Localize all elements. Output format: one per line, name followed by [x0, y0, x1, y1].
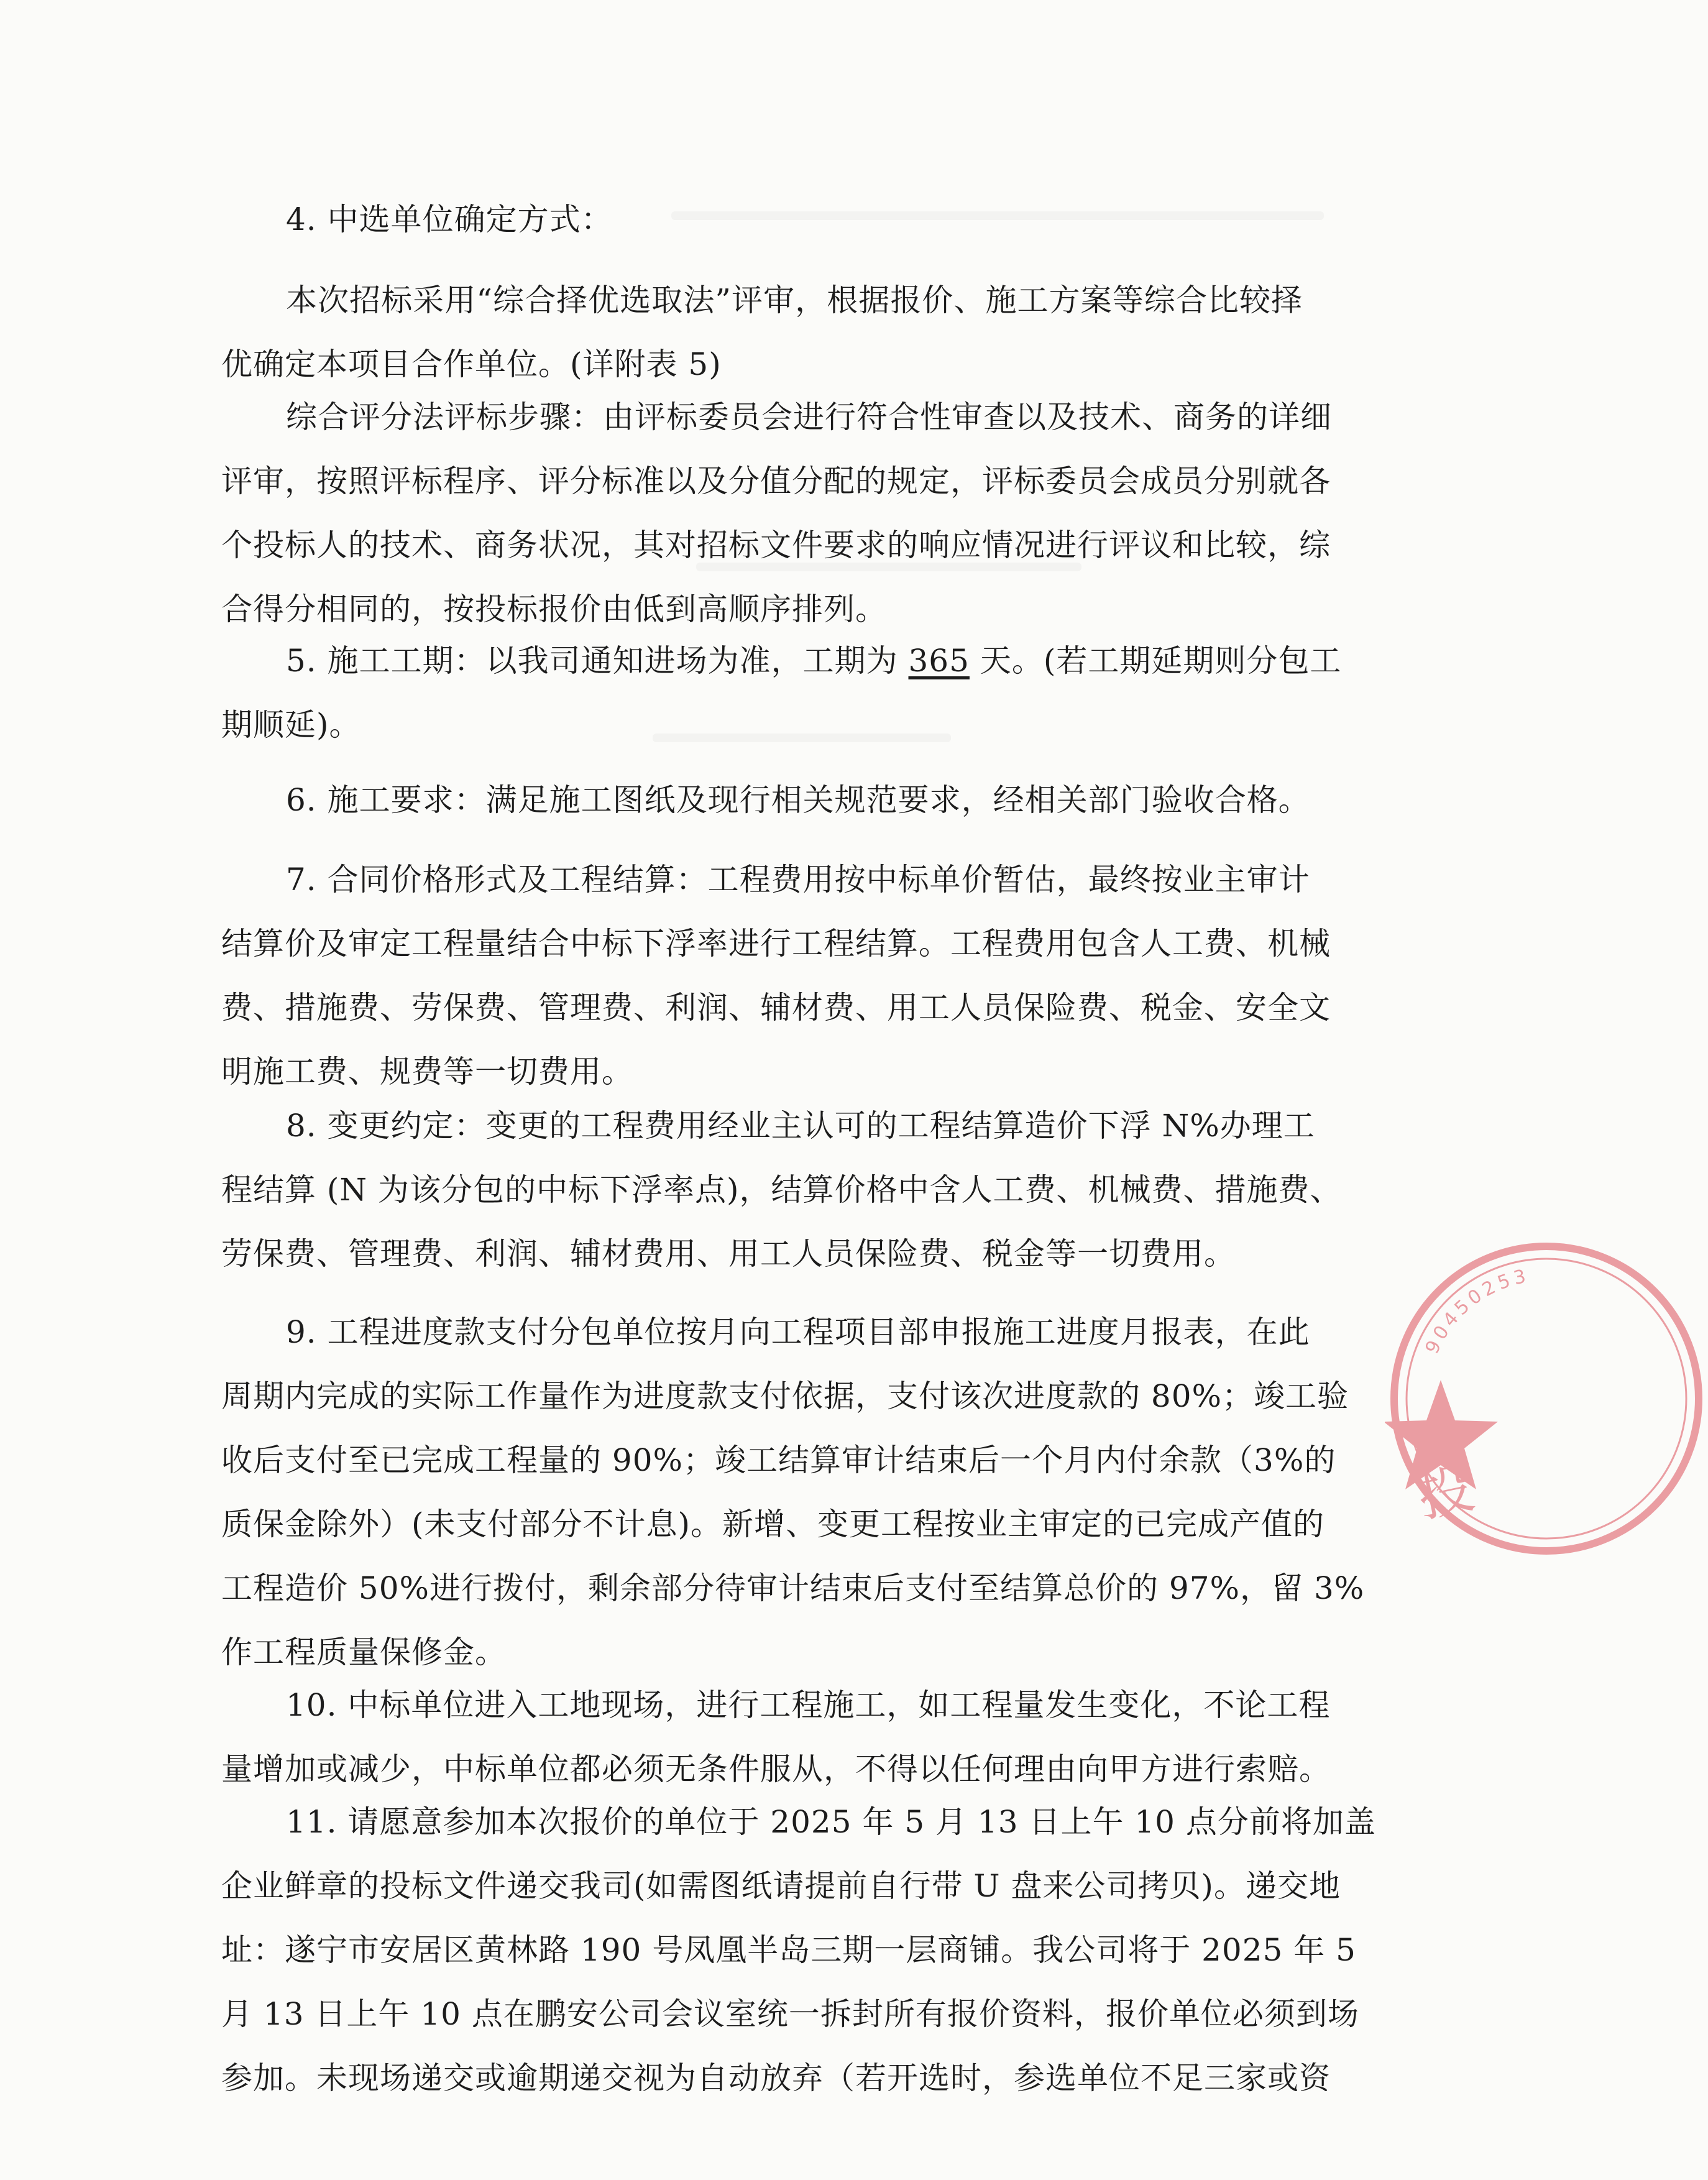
- section-4-heading: 4. 中选单位确定方式：: [286, 201, 613, 237]
- section-11-submission: 11. 请愿意参加本次报价的单位于 2025 年 5 月 13 日上午 10 点分前将加盖 企业鲜章的投标文件递交我司(如需图纸请提前自行带 U 盘来公司拷贝)。递交地 址：遂宁市安居区黄林路 190 号凤凰半岛三期一层商铺。我公司将于 2025 年 5 月 13 日上午 10 点在鹏安公司会议室统一拆封所有报价资料，报价单位必须到场 参加。未现场递交或逾期递交视为自动放弃（若开选时，参选单位不足三家或资: [221, 1804, 1376, 2096]
- company-seal: [1385, 1237, 1708, 1560]
- seal-code-text: 90450253: [1421, 1264, 1531, 1358]
- section-5-schedule: 5. 施工工期：以我司通知进场为准，工期为 365 天。(若工期延期则分包工 期顺延)。: [221, 643, 1342, 743]
- section-6-requirements: 6. 施工要求：满足施工图纸及现行相关规范要求，经相关部门验收合格。: [286, 782, 1310, 818]
- section-10-site-entry: 10. 中标单位进入工地现场，进行工程施工，如工程量发生变化，不论工程 量增加或减少，中标单位都必须无条件服从，不得以任何理由向甲方进行索赔。: [221, 1687, 1331, 1787]
- seal-bottom-text: 投: [1411, 1455, 1480, 1530]
- duration-days: 365: [908, 643, 970, 679]
- section-8-change-agreement: 8. 变更约定：变更的工程费用经业主认可的工程结算造价下浮 N%办理工 程结算 (N 为该分包的中标下浮率点)，结算价格中含人工费、机械费、措施费、 劳保费、管理费、利润、辅材费用、用工人员保险费、税金等一切费用。: [221, 1108, 1342, 1272]
- section-9-payment: 9. 工程进度款支付分包单位按月向工程项目部申报施工进度月报表，在此 周期内完成的实际工作量作为进度款支付依据，支付该次进度款的 80%；竣工验 收后支付至已完成工程量的 90%；竣工结算审计结束后一个月内付余款（3%的 质保金除外）(未支付部分不计息)。新增、变更工程按业主审定的已完成产值的 工程造价 50%进行拨付，剩余部分待审计结束后支付至结算总价的 97%，留 3% 作工程质量保修金。: [221, 1314, 1365, 1670]
- section-4-method: 本次招标采用“综合择优选取法”评审，根据报价、施工方案等综合比较择 优确定本项目合作单位。(详附表 5): [221, 282, 1303, 382]
- section-4-steps: 综合评分法评标步骤：由评标委员会进行符合性审查以及技术、商务的详细 评审，按照评标程序、评分标准以及分值分配的规定，评标委员会成员分别就各 个投标人的技术、商务状况，其对招标文件要求的响应情况进行评议和比较，综 合得分相同的，按投标报价由低到高顺序排列。: [221, 399, 1332, 627]
- section-7-contract-price: 7. 合同价格形式及工程结算：工程费用按中标单价暂估，最终按业主审计 结算价及审定工程量结合中标下浮率进行工程结算。工程费用包含人工费、机械 费、措施费、劳保费、管理费、利润、辅材费、用工人员保险费、税金、安全文 明施工费、规费等一切费用。: [221, 862, 1331, 1090]
